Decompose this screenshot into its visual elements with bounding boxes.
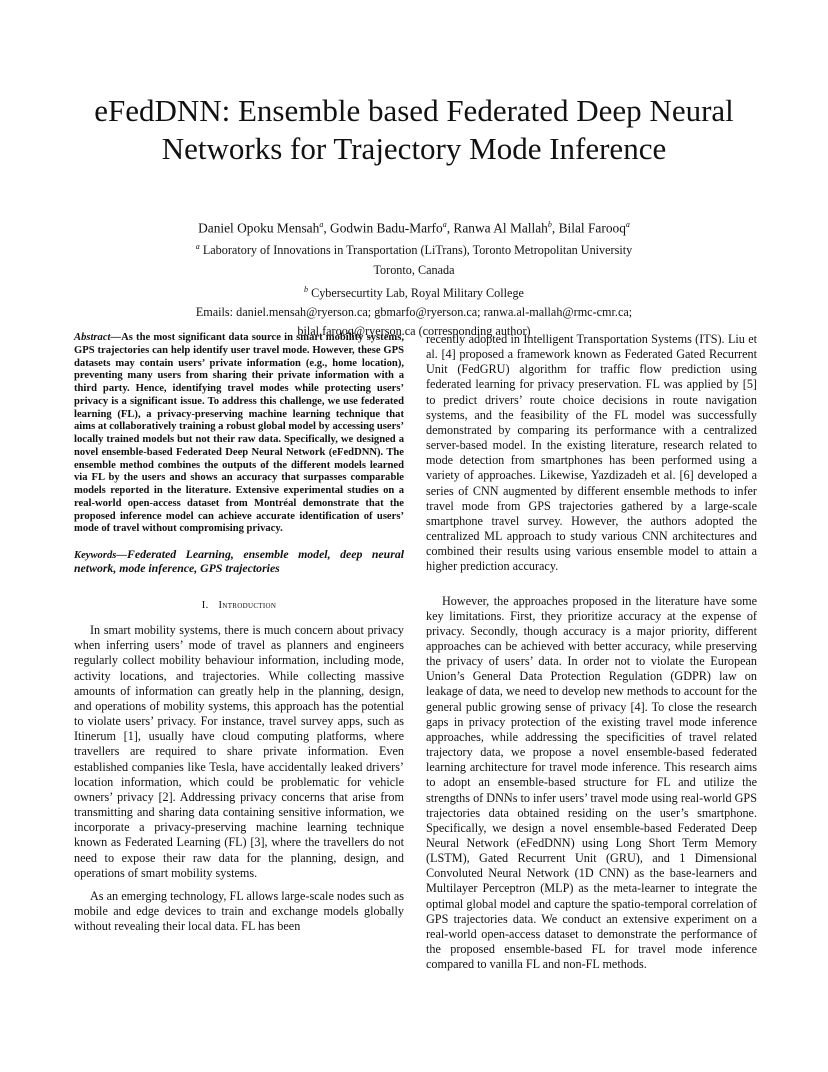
left-column	[74, 332, 404, 934]
author-emails: Emails: daniel.mensah@ryerson.ca; gbmarfo@ryerson.ca; ranwa.al-mallah@rmc-cmr.ca;	[195, 304, 633, 319]
author-block	[60, 215, 768, 341]
affiliation-a-line2: Toronto, Canada	[373, 262, 455, 277]
affiliation-mark: a	[195, 242, 200, 252]
author-name: Ranwa Al Mallah	[453, 220, 548, 236]
body-paragraph: As an emerging technology, FL allows large-scale nodes such as mobile and edge devices to train and exchange models globally without revealing their local data. FL has been	[74, 888, 404, 934]
keywords	[74, 548, 404, 576]
author-name: Daniel Opoku Mensah	[198, 220, 320, 236]
body-paragraph: In smart mobility systems, there is much concern about privacy when inferring users’ mode of travel as planners and engineers regularly collect mobility behaviour information, including mode, activity locations, and trajectories. While collecting massive amounts of information can greatly help in the planning, design, and operations of mobility systems, this approach has the potential to violate users’ privacy. For instance, travel survey apps, such as Itinerum [1], usually have cloud computing platforms, where travellers are required to share private information. Even established companies like Tesla, have accidentally leaked drivers’ location information, which could be problematic for vehicle owners’ privacy [2]. Addressing privacy concerns that arise from transmitting and sharing data containing sensitive information, we incorporate a privacy-preserving machine learning technique known as Federated Learning (FL) [3], where the travellers do not need to expose their raw data for the planning, design, and operations of smart mobility systems.	[74, 623, 404, 880]
affiliation-a	[60, 237, 768, 260]
section-number: I.	[201, 600, 209, 611]
author-name: Bilal Farooq	[558, 220, 626, 236]
body-paragraph: recently adopted in Intelligent Transportation Systems (ITS). Liu et al. [4] proposed a framework known as Federated Gated Recurrent Unit (FedGRU) algorithm for traffic flow prediction using federated learning for privacy preservation. FL was applied by [5] to predict drivers’ route choice decisions in route navigation systems, and the feasibility of the FL model was successfully demonstrated by comparing its performance with a centralized server-based model. In the existing literature, research related to mode detection from smartphones has been performed using a variety of approaches. Likewise, Yazdizadeh et al. [6] developed a series of CNN augmented by different ensemble methods to infer travel mode from GPS trajectories gathered by a large-scale smartphone travel survey. However, the authors adopted the centralized ML approach to study various CNN architectures and combined their results using various ensemble model to attain a higher prediction accuracy.	[426, 332, 757, 574]
section-title: Introduction	[218, 600, 277, 611]
author-names: Daniel Opoku Mensah$^a$, Godwin Badu-Marfo$^a$, Ranwa Al Mallah$^b$, Bilal Farooq$^a$	[198, 220, 630, 236]
affiliation-mark: a	[319, 220, 324, 229]
abstract-lead: Abstract—	[74, 332, 122, 343]
keywords-lead: Keywords—	[74, 550, 127, 561]
author-name: Godwin Badu-Marfo	[330, 220, 443, 236]
paper-title: eFedDNN: Ensemble based Federated Deep Neural Networks for Trajectory Mode Inference	[94, 93, 734, 166]
affiliation-b-text: Cybersecurtity Lab, Royal Military College	[311, 285, 524, 300]
abstract-text: As the most significant data source in smart mobility systems, GPS trajectories can help identify user travel mode. However, these GPS datasets may contain users’ private information (e.g., home location), preventing many users from sharing their private information with a third party. Hence, identifying travel modes while protecting users’ privacy is a significant issue. To address this challenge, we use federated learning (FL), a privacy-preserving machine learning technique that aims at collaboratively training a robust global model by accessing users’ locally trained models but not their raw data. Specifically, we designed a novel ensemble-based Federated Deep Neural Network (eFedDNN). The ensemble method combines the outputs of the different models learned via FL by the users and shows an accuracy that surpasses comparable models reported in the literature. Extensive experimental studies on a real-world open-access dataset from Montréal demonstrate that the proposed inference model can achieve accurate identification of users’ mode of travel without compromising privacy.	[74, 332, 404, 535]
affiliation-mark: a	[625, 220, 630, 229]
affiliation-mark: b	[547, 220, 552, 229]
keywords-text: Federated Learning, ensemble model, deep neural network, mode inference, GPS trajectories	[74, 547, 404, 575]
affiliation-mark: b	[304, 284, 309, 294]
affiliation-b	[60, 280, 768, 303]
section-heading-introduction	[74, 598, 404, 613]
abstract	[74, 332, 404, 536]
right-column	[426, 332, 757, 972]
affiliation-a-text: Laboratory of Innovations in Transportation (LiTrans), Toronto Metropolitan University	[202, 243, 633, 258]
author-emails-line2: bilal.farooq@ryerson.ca (corresponding author)	[297, 323, 531, 338]
body-paragraph: However, the approaches proposed in the literature have some key limitations. First, they prioritize accuracy at the expense of privacy. Secondly, though accuracy is a major priority, different approaches can be achieved with better accuracy, while preserving the privacy of users’ data. In order not to violate the European Union’s General Data Protection Regulation (GDPR) law on leakage of data, we need to develop new methods to account for the general public growing sense of privacy [4]. To close the research gaps in privacy protection of the existing travel mode inference approaches, while addressing the specificities of travel related trajectory data, we propose a novel ensemble-based federated learning architecture for travel mode inference. This research aims to adopt an ensemble-based structure for FL and utilize the strengths of DNNs to infer users’ travel mode using real-world GPS trajectories data obtained residing on the user’s smartphone. Specifically, we design a novel ensemble-based Federated Deep Neural Network (eFedDNN) using Long Short Term Memory (LSTM), Gated Recurrent Unit (GRU), and 1 Dimensional Convoluted Neural Network (1D CNN) as the base-learners and Multilayer Perceptron (MLP) as the meta-learner to integrate the optimal global model and capture the spatio-temporal correlation of GPS trajectories data. We conduct an extensive experiment on a real-world open-access dataset to demonstrate the performance of the proposed ensemble-based FL for travel mode inference compared to vanilla FL and non-FL methods.	[426, 593, 757, 972]
affiliation-mark: a	[442, 220, 447, 229]
